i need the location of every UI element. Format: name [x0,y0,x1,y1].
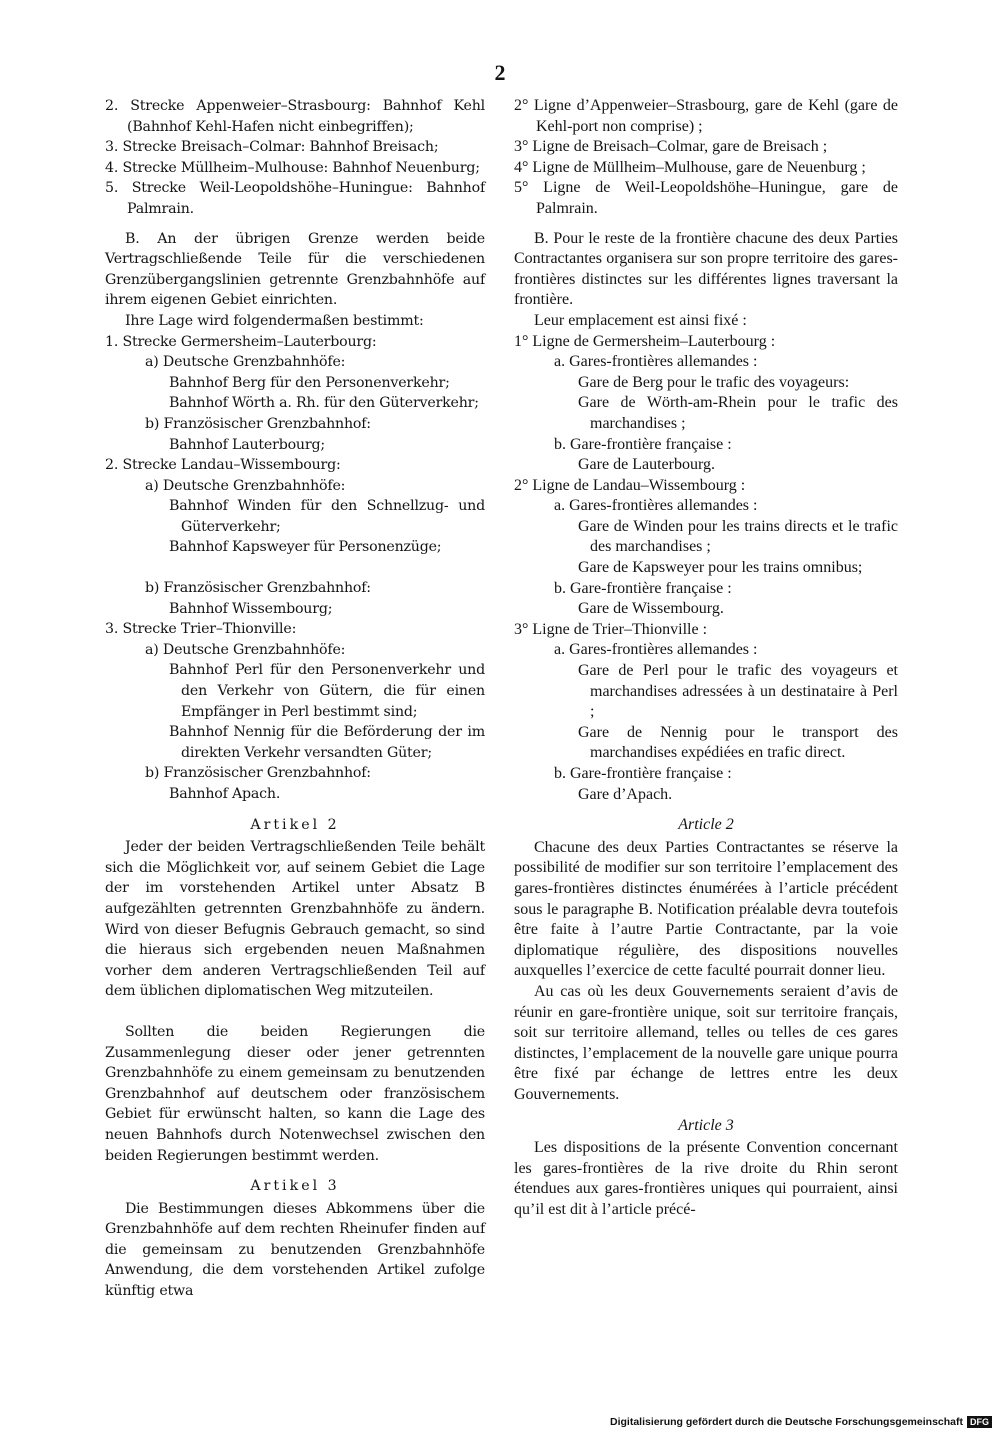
dfg-logo: DFG [967,1416,992,1428]
german-paragraph: b) Französischer Grenzbahnhof: [145,580,371,597]
french-paragraph: 3° Ligne de Trier–Thionville : [514,620,708,638]
footer-credit [610,1416,992,1428]
french-paragraph: b. Gare-frontière française : [554,579,732,597]
german-paragraph: 2. Strecke Landau–Wissembourg: [105,457,341,474]
french-paragraph: 1° Ligne de Germersheim–Lauterbourg : [514,332,776,350]
french-paragraph: 4° Ligne de Müllheim–Mulhouse, gare de Neuenburg ; [514,158,866,176]
french-paragraph: Gare de Lauterbourg. [578,456,715,474]
german-paragraph: Bahnhof Wörth a. Rh. für den Güterverkehr; [169,395,479,412]
german-article-heading: Artikel 3 [250,1178,340,1195]
french-paragraph: Gare de Kapsweyer pour les trains omnibus; [578,559,863,577]
german-paragraph: 1. Strecke Germersheim–Lauterbourg: [105,333,377,350]
german-paragraph: Bahnhof Lauterbourg; [169,436,325,453]
page-number: 2 [494,60,506,85]
german-paragraph: Bahnhof Perl für den Personenverkehr und den Verkehr von Gütern, die für einen Empfänger in Perl bestimmt sind; [169,662,485,720]
german-paragraph: 3. Strecke Breisach–Colmar: Bahnhof Breisach; [105,139,439,156]
french-paragraph: b. Gare-frontière française : [554,765,732,782]
french-paragraph: Les dispositions de la présente Convention concernant les gares-frontières de la rive droite du Rhin seront étendues aux gares-frontières uniques qui pourraient, ainsi qu’il est dit à l’article précé- [514,1139,898,1218]
german-paragraph: Ihre Lage wird folgendermaßen bestimmt: [125,312,424,329]
french-paragraph: Gare de Wissembourg. [578,600,724,618]
footer-text: Digitalisierung gefördert durch die Deutsche Forschungsgemeinschaft [610,1416,963,1428]
french-paragraph: Chacune des deux Parties Contractantes se réserve la possibilité de modifier sur son territoire l’emplacement des gares-frontières distinctes énumérées à l’article précédent sous le paragraphe B. Notification préalable devra toutefois être faite à l’autre Partie Contractante, par la voie diplomatique régulière, des dispositions nouvelles auxquelles l’exercice de cette faculté pourrait donner lieu. [514,838,898,980]
german-paragraph: Bahnhof Wissembourg; [169,600,333,617]
german-article-heading: Artikel 2 [250,816,340,833]
french-paragraph: b. Gare-frontière française : [554,435,732,453]
german-paragraph: a) Deutsche Grenzbahnhöfe: [145,354,346,371]
french-paragraph: 2° Ligne d’Appenweier–Strasbourg, gare de Kehl (gare de Kehl-port non comprise) ; [514,97,898,135]
french-paragraph: Gare de Perl pour le trafic des voyageurs et marchandises adressées à un destinataire à Perl ; [578,662,898,721]
german-paragraph: Bahnhof Berg für den Personenverkehr; [169,374,450,391]
german-paragraph: a) Deutsche Grenzbahnhöfe: [145,641,346,658]
french-paragraph: a. Gares-frontières allemandes : [554,641,758,659]
german-paragraph: Bahnhof Winden für den Schnellzug- und Güterverkehr; [169,498,485,535]
french-paragraph: a. Gares-frontières allemandes : [554,497,758,515]
french-paragraph: Gare de Wörth-am-Rhein pour le trafic des marchandises ; [578,394,898,432]
german-column [105,96,485,1302]
french-column [514,96,898,1220]
french-paragraph: B. Pour le reste de la frontière chacune des deux Parties Contractantes organisera sur son propre territoire des gares-frontières distinctes sur les différentes lignes traversant la frontière. [514,229,898,309]
french-paragraph: 2° Ligne de Landau–Wissembourg : [514,476,746,494]
french-paragraph: Gare de Berg pour le trafic des voyageurs: [578,373,850,391]
german-paragraph: Jeder der beiden Vertragschließenden Teile behält sich die Möglichkeit vor, auf seinem Gebiet die Lage der im vorstehenden Artikel unter Absatz B aufgezählten getrennten Grenzbahnhöfe zu ändern. Wird von dieser Befugnis Gebrauch gemacht, so sind die hieraus sich ergebenden neuen Maßnahmen vorher dem anderen Vertragschließenden Teil auf dem üblichen diplomatischen Weg mitzuteilen. [105,839,485,1000]
german-paragraph: Bahnhof Apach. [169,786,281,802]
french-article-heading: Article 3 [678,1116,734,1134]
german-paragraph: Sollten die beiden Regierungen die Zusammenlegung dieser oder jener getrennten Grenzbahnhöfe zu einem gemeinsam zu benutzenden Grenzbahnhof auf deutschem oder französischem Gebiet für erwünscht halten, so kann die Lage des neuen Bahnhofs durch Notenwechsel zwischen den beiden Regierungen bestimmt werden. [105,1023,485,1164]
german-paragraph: 4. Strecke Müllheim–Mulhouse: Bahnhof Neuenburg; [105,159,480,176]
french-paragraph: 3° Ligne de Breisach–Colmar, gare de Breisach ; [514,138,828,156]
german-paragraph: Bahnhof Kapsweyer für Personenzüge; [169,539,442,556]
french-paragraph: Au cas où les deux Gouvernements seraient d’avis de réunir en gare-frontière unique, soit sur territoire français, soit sur territoire allemand, telles ou telles de ces gares distinctes, l’emplacement de la nouvelle gare unique pourra être fixé par échange de lettres entre les deux Gouvernements. [514,982,898,1103]
german-paragraph: B. An der übrigen Grenze werden beide Vertragschließende Teile für die verschiedenen Grenzübergangslinien getrennte Grenzbahnhöfe auf ihrem eigenen Gebiet einrichten. [105,230,485,309]
french-paragraph: Gare de Winden pour les trains directs et le trafic des marchandises ; [578,517,898,556]
french-article-heading: Article 2 [678,816,734,834]
german-paragraph: b) Französischer Grenzbahnhof: [145,765,371,782]
german-paragraph: a) Deutsche Grenzbahnhöfe: [145,477,346,494]
french-paragraph: Gare d’Apach. [578,785,673,803]
german-paragraph: Die Bestimmungen dieses Abkommens über die Grenzbahnhöfe auf dem rechten Rheinufer finden auf die gemeinsam zu benutzenden Grenzbahnhöfe Anwendung, die dem vorstehenden Artikel zufolge künftig etwa [105,1200,485,1300]
german-paragraph: b) Französischer Grenzbahnhof: [145,415,371,432]
german-paragraph: 5. Strecke Weil-Leopoldshöhe–Huningue: Bahnhof Palmrain. [105,180,485,217]
french-paragraph: Gare de Nennig pour le transport des marchandises expédiées en trafic direct. [578,723,898,762]
german-paragraph: Bahnhof Nennig für die Beförderung der im direkten Verkehr versandten Güter; [169,724,485,761]
french-paragraph: Leur emplacement est ainsi fixé : [534,311,747,329]
german-paragraph: 3. Strecke Trier–Thionville: [105,621,297,638]
german-paragraph: 2. Strecke Appenweier–Strasbourg: Bahnhof Kehl (Bahnhof Kehl-Hafen nicht einbegriffen); [105,98,485,135]
french-paragraph: a. Gares-frontières allemandes : [554,353,758,371]
french-paragraph: 5° Ligne de Weil-Leopoldshöhe–Huningue, gare de Palmrain. [514,179,898,217]
